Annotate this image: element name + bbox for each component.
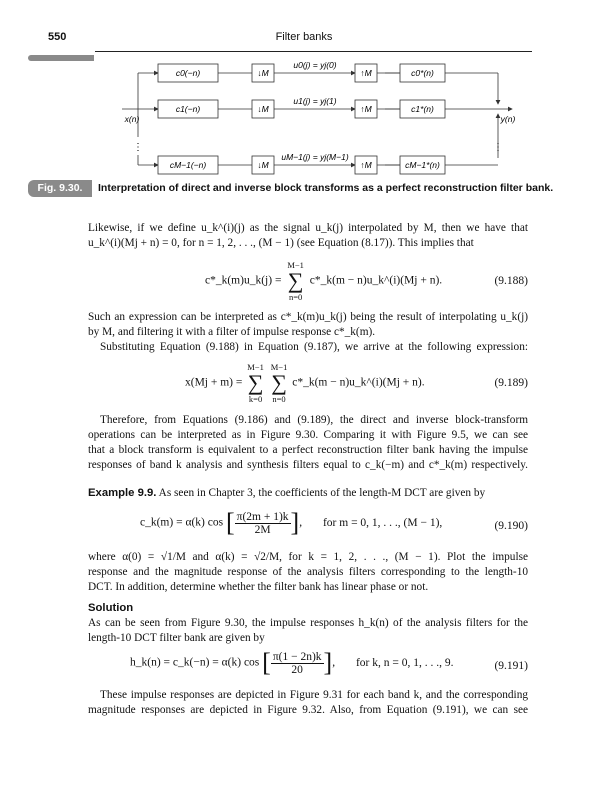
interpolator-label: ↑M: [360, 160, 372, 170]
eq-lhs: x(Mj + m) =: [185, 376, 243, 389]
equation-9-189: [185, 362, 425, 404]
synthesis-filter-label: c1*(n): [411, 104, 434, 114]
fraction: [235, 511, 291, 536]
page-number: 550: [48, 31, 67, 43]
bracket-open: [: [262, 648, 271, 677]
eq-condition: for m = 0, 1, . . ., (M − 1),: [322, 516, 443, 529]
body-line: responses of band k analysis and synthesis filters equal to c_k(−m) and c*_k(m) respectively.: [88, 459, 528, 471]
filter-bank-diagram: [0, 0, 608, 200]
body-line: operations can be interpreted as in Figure 9.30. Comparing it with Figure 9.5, we can see: [88, 429, 528, 441]
subband-signal-label: u1(j) = yj(1): [293, 96, 337, 106]
body-line: response and the magnitude response of the analysis filters corresponding to the length-10: [88, 566, 528, 578]
decimator-label: ↓M: [257, 68, 269, 78]
analysis-filter-label: cM−1(−n): [169, 160, 207, 170]
eq-lhs: c_k(m) = α(k) cos: [140, 516, 224, 529]
body-line: Substituting Equation (9.188) in Equation (9.187), we arrive at the following expression:: [100, 341, 528, 353]
example-label: Example 9.9.: [88, 487, 157, 499]
analysis-filter-label: c1(−n): [175, 104, 201, 114]
numerator: π(2m + 1)k: [236, 510, 289, 523]
sum-sign: ∑: [271, 370, 287, 395]
sum-lower: k=0: [248, 394, 263, 404]
sum-sign: ∑: [247, 370, 264, 395]
body-line: Such an expression can be interpreted as c*_k(m)u_k(j) being the result of interpolating u_k(j): [88, 311, 528, 323]
equation-9-190: c_k(m) = α(k) cos [ $\frac{\pi(2m + 1)k}{2M}$ ], for m = 0, 1, . . ., (M − 1),: [140, 508, 443, 537]
bracket-open: [: [225, 508, 235, 537]
body-line: magnitude responses are depicted in Figure 9.32. Also, from Equation (9.191), we can see: [88, 704, 528, 716]
sum-upper: M−1: [270, 362, 288, 372]
bracket-close: ]: [290, 508, 300, 537]
eq-lhs: c*_k(m)u_k(j) =: [205, 274, 282, 287]
body-line: As can be seen from Figure 9.30, the impulse responses h_k(n) of the analysis filters for the: [88, 617, 528, 629]
ellipsis-right: ⋮: [493, 142, 503, 153]
output-label: y(n): [500, 114, 516, 124]
synthesis-filter-label: c0*(n): [411, 68, 434, 78]
example-line: [88, 486, 528, 501]
subband-signal-label: uM−1(j) = yj(M−1): [281, 152, 349, 162]
figure-tag: Fig. 9.30.: [28, 180, 92, 197]
equation-number: (9.188): [494, 275, 528, 287]
body-line: u_k^(i)(Mj + n) = 0, for n = 1, 2, . . ., (M − 1) (see Equation (8.17)). This implies that: [88, 237, 474, 249]
decimator-label: ↓M: [257, 104, 269, 114]
subband-signal-label: u0(j) = yj(0): [293, 60, 337, 70]
sum-lower: n=0: [272, 394, 286, 404]
body-line: These impulse responses are depicted in Figure 9.31 for each band k, and the corresponding: [100, 689, 528, 701]
denominator: 20: [291, 663, 303, 676]
equation-9-191: h_k(n) = c_k(−n) = α(k) cos [ $\frac{\pi(1 - 2n)k}{20}$ ], for k, n = 0, 1, . . ., 9.: [130, 648, 454, 677]
analysis-filter-label: c0(−n): [175, 68, 201, 78]
eq-rhs: c*_k(m − n)u_k^(i)(Mj + n).: [309, 274, 443, 287]
interpolator-label: ↑M: [360, 104, 372, 114]
denominator: 2M: [254, 523, 271, 536]
equation-9-188: [205, 260, 442, 302]
body-line: that a block transform is equivalent to a perfect reconstruction filter bank having the impulse: [88, 444, 528, 456]
ellipsis-left: ⋮: [133, 142, 143, 153]
body-line: DCT. In addition, determine whether the filter bank has linear phase or not.: [88, 581, 429, 593]
figure-caption: Interpretation of direct and inverse block transforms as a perfect reconstruction filter bank.: [98, 182, 554, 194]
eq-condition: for k, n = 0, 1, . . ., 9.: [355, 656, 454, 669]
sum-sign: ∑: [287, 268, 304, 293]
example-text: As seen in Chapter 3, the coefficients of the length-M DCT are given by: [158, 487, 486, 499]
decimator-label: ↓M: [257, 160, 269, 170]
running-title: Filter banks: [275, 31, 333, 43]
input-label: x(n): [124, 114, 140, 124]
equation-number: (9.189): [494, 377, 528, 389]
body-line: Therefore, from Equations (9.186) and (9.189), the direct and inverse block-transform: [100, 414, 528, 426]
sum-lower: n=0: [288, 292, 303, 302]
body-line: length-10 DCT filter bank are given by: [88, 632, 265, 644]
eq-lhs: h_k(n) = c_k(−n) = α(k) cos: [130, 656, 260, 669]
sum-upper: M−1: [247, 362, 264, 372]
sum-upper: M−1: [287, 260, 304, 270]
bracket-close: ]: [323, 648, 333, 677]
eq-rhs: c*_k(m − n)u_k^(i)(Mj + n).: [292, 376, 425, 389]
body-line: by M, and filtering it with a filter of impulse response c*_k(m).: [88, 326, 376, 338]
equation-number: (9.190): [494, 520, 528, 532]
body-line: Likewise, if we define u_k^(i)(j) as the signal u_k(j) interpolated by M, then we have that: [88, 222, 528, 234]
interpolator-label: ↑M: [360, 68, 372, 78]
solution-heading: Solution: [88, 602, 134, 614]
equation-number: (9.191): [494, 660, 528, 672]
fraction: [271, 651, 324, 676]
synthesis-filter-label: cM−1*(n): [405, 160, 440, 170]
numerator: π(1 − 2n)k: [272, 650, 322, 663]
body-line: where α(0) = √1/M and α(k) = √2/M, for k = 1, 2, . . ., (M − 1). Plot the impulse: [88, 551, 528, 563]
